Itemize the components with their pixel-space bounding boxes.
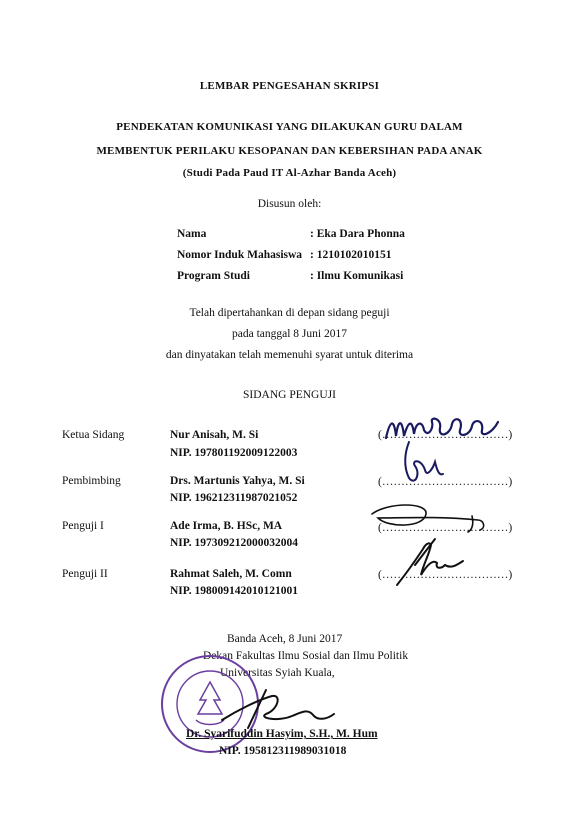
member-role: Penguji II	[62, 568, 108, 580]
approval-place-date: Banda Aceh, 8 Juni 2017	[227, 633, 343, 645]
signature-line: (……………………………)	[378, 522, 513, 534]
approval-line2: Universitas Syiah Kuala,	[220, 667, 335, 679]
member-nip: NIP. 197801192009122003	[170, 447, 298, 459]
defense-line2: pada tanggal 8 Juni 2017	[232, 328, 347, 340]
dean-name: Dr. Syarifuddin Hasyim, S.H., M. Hum	[186, 728, 378, 740]
author-nim-value: : 1210102010151	[310, 249, 392, 261]
member-role: Ketua Sidang	[62, 429, 125, 441]
thesis-title-line2: MEMBENTUK PERILAKU KESOPANAN DAN KEBERSIHAN PADA ANAK	[96, 145, 483, 157]
member-name: Drs. Martunis Yahya, M. Si	[170, 475, 305, 487]
member-name: Nur Anisah, M. Si	[170, 429, 259, 441]
thesis-subtitle: (Studi Pada Paud IT Al-Azhar Banda Aceh)	[182, 167, 397, 179]
author-name-value: : Eka Dara Phonna	[310, 228, 405, 240]
committee-heading: SIDANG PENGUJI	[243, 389, 336, 401]
signature-line: (……………………………)	[378, 429, 513, 441]
author-name-label: Nama	[177, 228, 207, 240]
author-heading: Disusun oleh:	[257, 198, 322, 210]
member-nip: NIP. 198009142010121001	[170, 585, 298, 597]
approval-line1: Dekan Fakultas Ilmu Sosial dan Ilmu Politik	[203, 650, 409, 662]
signature-line: (……………………………)	[378, 569, 513, 581]
member-nip: NIP. 197309212000032004	[170, 537, 298, 549]
member-role: Pembimbing	[62, 475, 121, 487]
signature-penguji2	[395, 535, 465, 590]
member-name: Ade Irma, B. HSc, MA	[170, 520, 283, 532]
defense-line3: dan dinyatakan telah memenuhi syarat untuk diterima	[165, 349, 414, 361]
thesis-title-line1: PENDEKATAN KOMUNIKASI YANG DILAKUKAN GURU DALAM	[116, 121, 463, 133]
document-title: LEMBAR PENGESAHAN SKRIPSI	[199, 80, 380, 92]
member-nip: NIP. 196212311987021052	[170, 492, 298, 504]
member-role: Penguji I	[62, 520, 104, 532]
author-program-label: Program Studi	[177, 270, 250, 282]
author-nim-label: Nomor Induk Mahasiswa	[177, 249, 303, 261]
dean-nip: NIP. 195812311989031018	[219, 745, 347, 757]
author-program-value: : Ilmu Komunikasi	[310, 270, 404, 282]
signature-line: (……………………………)	[378, 476, 513, 488]
member-name: Rahmat Saleh, M. Comn	[170, 568, 292, 580]
signature-pembimbing	[395, 438, 445, 488]
defense-line1: Telah dipertahankan di depan sidang peguji	[189, 307, 390, 319]
